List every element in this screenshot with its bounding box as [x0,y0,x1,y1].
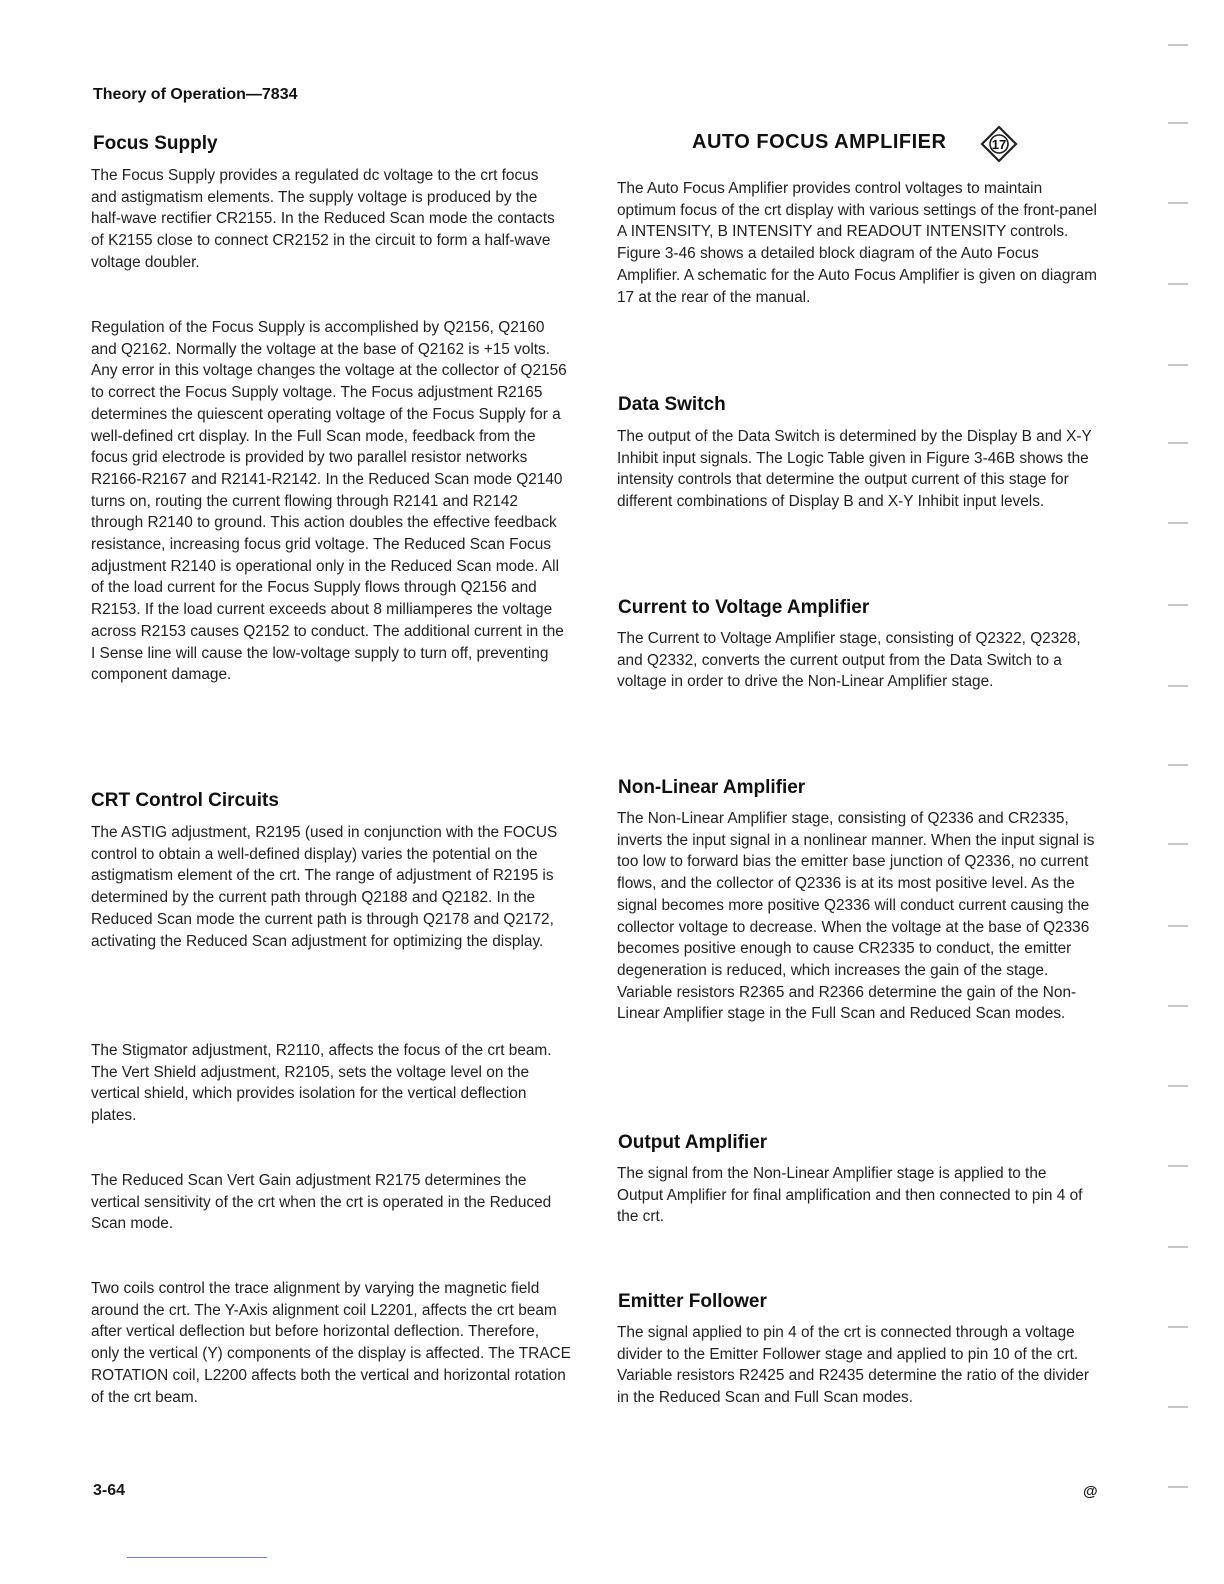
margin-tick [1168,925,1188,927]
paragraph-astig-adjustment: The ASTIG adjustment, R2195 (used in conjunction with the FOCUS control to obtain a well-defined display) varies the potential on the astigmatism element of the crt. The range of adjustment of R2195 is determined by the current path through Q2188 and Q2182. In the Reduced Scan mode the current path is through Q2178 and Q2172, activating the Reduced Scan adjustment for optimizing the display. [91,824,558,950]
paragraph-output-amplifier: The signal from the Non-Linear Amplifier stage is applied to the Output Amplifier for final amplification and then connected to pin 4 of the crt. [617,1165,1083,1226]
heading-focus-supply: Focus Supply [93,133,218,154]
margin-tick [1168,843,1188,845]
section-title-auto-focus-amplifier: AUTO FOCUS AMPLIFIER [692,131,947,153]
margin-tick [1168,685,1188,687]
paragraph-focus-supply-regulation: Regulation of the Focus Supply is accomplished by Q2156, Q2160 and Q2162. Normally the voltage at the base of Q2162 is +15 volts. Any error in this voltage changes the voltage at the collector of Q2156 to correct the Focus Supply voltage. The Focus adjustment R2165 determines the quiescent operating voltage of the Focus Supply for a well-defined crt display. In the Full Scan mode, feedback from the focus grid electrode is provided by two parallel resistor networks R2166-R2167 and R2141-R2142. In the Reduced Scan mode Q2140 turns on, routing the current flowing through R2141 and R2142 through R2140 to ground. This action doubles the effective feedback resistance, increasing focus grid voltage. The Reduced Scan Focus adjustment R2140 is operational only in the Reduced Scan mode. All of the load current for the Focus Supply flows through Q2156 and R2153. If the load current exceeds about 8 milliamperes the voltage across R2153 causes Q2152 to conduct. The additional current in the I Sense line will cause the low-voltage supply to turn off, preventing component damage. [91,319,567,684]
footer-mark: @ [1083,1483,1098,1500]
heading-emitter-follower: Emitter Follower [618,1291,767,1312]
margin-tick [1168,604,1188,606]
paragraph-auto-focus-intro: The Auto Focus Amplifier provides control voltages to maintain optimum focus of the crt display with various settings of the front-panel A INTENSITY, B INTENSITY and READOUT INTENSITY controls. Figure 3-46 shows a detailed block diagram of the Auto Focus Amplifier. A schematic for the Auto Focus Amplifier is given on diagram 17 at the rear of the manual. [617,180,1097,306]
margin-tick [1168,1005,1188,1007]
heading-non-linear-amplifier: Non-Linear Amplifier [618,777,806,798]
heading-current-to-voltage: Current to Voltage Amplifier [618,597,870,618]
paragraph-reduced-scan-vert-gain: The Reduced Scan Vert Gain adjustment R2175 determines the vertical sensitivity of the crt when the crt is operated in the Reduced Scan mode. [91,1172,552,1233]
paragraph-current-to-voltage: The Current to Voltage Amplifier stage, consisting of Q2322, Q2328, and Q2332, converts the current output from the Data Switch to a voltage in order to drive the Non-Linear Amplifier stage. [617,630,1081,691]
margin-tick [1168,522,1188,524]
paragraph-non-linear-amplifier: The Non-Linear Amplifier stage, consisting of Q2336 and CR2335, inverts the input signal in a nonlinear manner. When the input signal is too low to forward bias the emitter base junction of Q2336, no current flows, and the collector of Q2336 is at its most positive level. As the signal becomes more positive Q2336 will conduct current causing the collector voltage to decrease. When the voltage at the base of Q2336 becomes positive enough to cause CR2335 to conduct, the emitter degeneration is reduced, which increases the gain of the stage. Variable resistors R2365 and R2366 determine the gain of the Non-Linear Amplifier stage in the Full Scan and Reduced Scan modes. [617,810,1095,1023]
heading-output-amplifier: Output Amplifier [618,1132,768,1153]
paragraph-data-switch: The output of the Data Switch is determined by the Display B and X-Y Inhibit input signals. The Logic Table given in Figure 3-46B shows the intensity controls that determine the output current of this stage for different combinations of Display B and X-Y Inhibit input levels. [617,428,1092,511]
margin-tick [1168,1406,1188,1408]
margin-tick [1168,442,1188,444]
margin-tick [1168,122,1188,124]
margin-tick [1168,1326,1188,1328]
margin-tick [1168,364,1188,366]
paragraph-stigmator-adjustment: The Stigmator adjustment, R2110, affects the focus of the crt beam. The Vert Shield adjustment, R2105, sets the voltage level on the vertical shield, which provides isolation for the vertical deflection plates. [91,1042,552,1125]
running-header: Theory of Operation—7834 [93,86,298,103]
margin-tick [1168,764,1188,766]
page-number: 3-64 [93,1482,126,1499]
margin-tick [1168,1486,1188,1488]
margin-tick [1168,44,1188,46]
heading-crt-control: CRT Control Circuits [91,790,279,811]
margin-tick [1168,202,1188,204]
diagram-number: 17 [991,137,1007,152]
scan-artifact-line [127,1557,267,1558]
margin-tick [1168,1085,1188,1087]
heading-data-switch: Data Switch [618,394,726,415]
paragraph-emitter-follower: The signal applied to pin 4 of the crt is connected through a voltage divider to the Emitter Follower stage and applied to pin 10 of the crt. Variable resistors R2425 and R2435 determine the ratio of the divider in the Reduced Scan and Full Scan modes. [617,1324,1089,1407]
margin-tick [1168,1246,1188,1248]
margin-tick [1168,1165,1188,1167]
paragraph-trace-alignment: Two coils control the trace alignment by varying the magnetic field around the crt. The Y-Axis alignment coil L2201, affects the crt beam after vertical deflection but before horizontal deflection. Therefore, only the vertical (Y) components of the display is affected. The TRACE ROTATION coil, L2200 affects both the vertical and horizontal rotation of the crt beam. [91,1280,571,1406]
diagram-number-diamond-icon [980,125,1018,163]
margin-tick [1168,283,1188,285]
paragraph-focus-supply-intro: The Focus Supply provides a regulated dc voltage to the crt focus and astigmatism elements. The supply voltage is produced by the half-wave rectifier CR2155. In the Reduced Scan mode the contacts of K2155 close to connect CR2152 in the circuit to form a half-wave voltage doubler. [91,167,555,271]
